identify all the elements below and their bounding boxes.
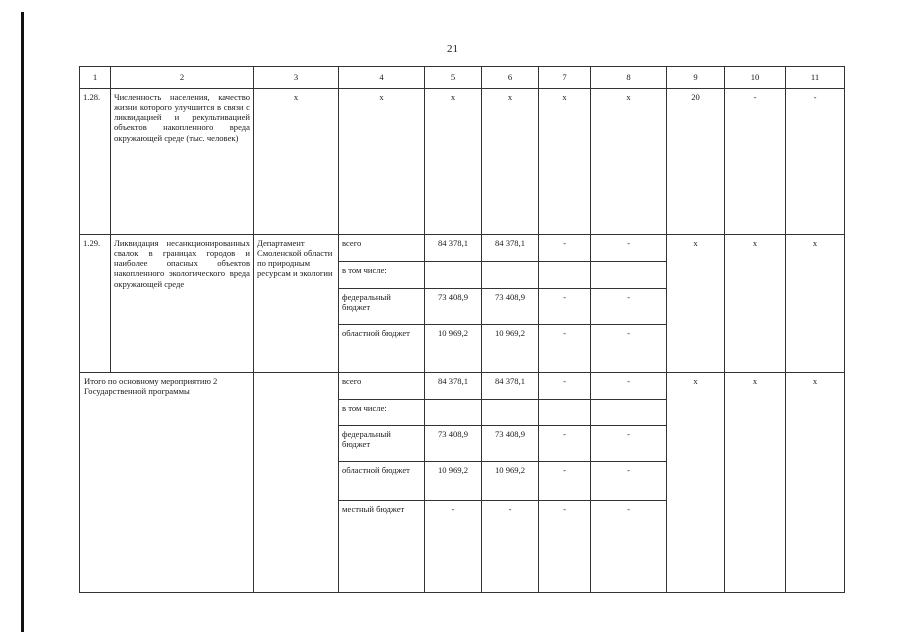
table-row-1-28 — [80, 89, 845, 235]
cell-c6 — [482, 262, 539, 289]
header-col-2: 2 — [111, 67, 254, 89]
funding-source-label: областной бюджет — [339, 325, 425, 373]
indicator-name: Численность населения, качество жизни которого улучшится в связи с ликвидацией и рекультивацией объектов накопленного вреда окружающей среде (тыс. человек) — [111, 89, 254, 235]
cell-c8: - — [591, 289, 667, 325]
cell-c6: 10 969,2 — [482, 462, 539, 501]
page-number: 21 — [447, 43, 458, 55]
table-header-row — [80, 67, 845, 89]
cell-c5: 84 378,1 — [425, 373, 482, 400]
cell-c5: 73 408,9 — [425, 426, 482, 462]
cell-c5 — [425, 262, 482, 289]
cell-c6: 84 378,1 — [482, 235, 539, 262]
cell-c9: х — [667, 373, 725, 593]
header-col-1: 1 — [80, 67, 111, 89]
cell-c10: х — [725, 373, 786, 593]
measure-name: Ликвидация несанкционированных свалок в границах городов и наиболее опасных объектов накопленного экологического вреда окружающей среде — [111, 235, 254, 373]
table-row-total — [80, 373, 845, 400]
cell-c6: 73 408,9 — [482, 289, 539, 325]
budget-table — [79, 66, 845, 593]
cell-c8: х — [591, 89, 667, 235]
cell-c8: - — [591, 235, 667, 262]
cell-c7: - — [539, 235, 591, 262]
row-number: 1.29. — [80, 235, 111, 373]
cell-c9: 20 — [667, 89, 725, 235]
funding-source-label: всего — [339, 373, 425, 400]
cell-c7: - — [539, 289, 591, 325]
cell-c7: - — [539, 373, 591, 400]
cell-c4: х — [339, 89, 425, 235]
cell-c7: х — [539, 89, 591, 235]
cell-c11: - — [786, 89, 845, 235]
cell-c5: 84 378,1 — [425, 235, 482, 262]
total-label-text: Итого по основному мероприятию 2 Государственной программы — [84, 376, 218, 397]
cell-c10: х — [725, 235, 786, 373]
header-col-5: 5 — [425, 67, 482, 89]
executor-name — [254, 373, 339, 593]
cell-c6 — [482, 400, 539, 426]
cell-c6: 84 378,1 — [482, 373, 539, 400]
funding-source-label: областной бюджет — [339, 462, 425, 501]
cell-c7: - — [539, 426, 591, 462]
header-col-8: 8 — [591, 67, 667, 89]
cell-c3: х — [254, 89, 339, 235]
cell-c6: 73 408,9 — [482, 426, 539, 462]
header-col-9: 9 — [667, 67, 725, 89]
header-col-11: 11 — [786, 67, 845, 89]
cell-c10: - — [725, 89, 786, 235]
cell-c6: 10 969,2 — [482, 325, 539, 373]
cell-c8: - — [591, 373, 667, 400]
cell-c11: х — [786, 235, 845, 373]
header-col-7: 7 — [539, 67, 591, 89]
cell-c8 — [591, 400, 667, 426]
cell-c8: - — [591, 325, 667, 373]
funding-source-label: федеральный бюджет — [339, 289, 425, 325]
cell-c8: - — [591, 426, 667, 462]
cell-c11: х — [786, 373, 845, 593]
funding-source-label: в том числе: — [339, 262, 425, 289]
executor-name: Департамент Смоленской области по природным ресурсам и экологии — [254, 235, 339, 373]
binding-edge-bar — [21, 12, 24, 632]
cell-c5 — [425, 400, 482, 426]
cell-c8 — [591, 262, 667, 289]
cell-c5: 10 969,2 — [425, 325, 482, 373]
cell-c6: - — [482, 501, 539, 593]
cell-c5: 73 408,9 — [425, 289, 482, 325]
cell-c5: 10 969,2 — [425, 462, 482, 501]
cell-c7: - — [539, 501, 591, 593]
header-col-10: 10 — [725, 67, 786, 89]
cell-c7: - — [539, 325, 591, 373]
funding-source-label: всего — [339, 235, 425, 262]
cell-c5: - — [425, 501, 482, 593]
total-label — [80, 373, 254, 593]
cell-c7 — [539, 262, 591, 289]
funding-source-label: федеральный бюджет — [339, 426, 425, 462]
row-number: 1.28. — [80, 89, 111, 235]
cell-c9: х — [667, 235, 725, 373]
header-col-3: 3 — [254, 67, 339, 89]
funding-source-label: местный бюджет — [339, 501, 425, 593]
cell-c7: - — [539, 462, 591, 501]
cell-c5: х — [425, 89, 482, 235]
header-col-4: 4 — [339, 67, 425, 89]
cell-c8: - — [591, 462, 667, 501]
cell-c8: - — [591, 501, 667, 593]
cell-c7 — [539, 400, 591, 426]
cell-c6: х — [482, 89, 539, 235]
funding-source-label: в том числе: — [339, 400, 425, 426]
header-col-6: 6 — [482, 67, 539, 89]
table-row-1-29 — [80, 235, 845, 262]
